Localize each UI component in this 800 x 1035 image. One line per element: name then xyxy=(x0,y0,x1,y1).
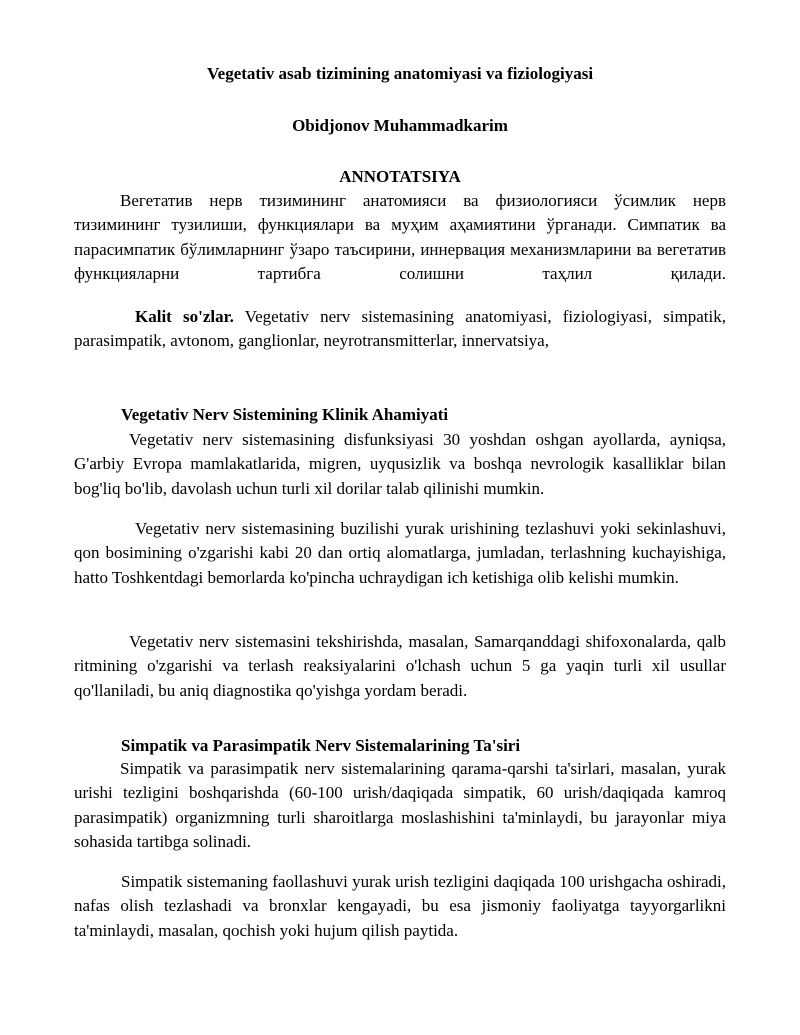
section1-paragraph-3: Vegetativ nerv sistemasini tekshirishda, masalan, Samarqanddagi shifoxonalarda, qalb ritmining o'zgarishi va terlash reaksiyalarini o'lchash uchun 5 ga yaqin turli xil usullar qo'llaniladi, bu aniq diagnostika qo'yishga yordam beradi. xyxy=(74,632,726,700)
section1-paragraph-2: Vegetativ nerv sistemasining buzilishi yurak urishining tezlashuvi yoki sekinlashuvi, qon bosimining o'zgarishi kabi 20 dan ortiq alomatlarga, jumladan, terlashning kuchayishiga, hatto Toshkentdagi bemorlarda ko'pincha uchraydigan ich ketishiga olib kelishi mumkin. xyxy=(74,519,726,587)
keywords-label: Kalit so'zlar. xyxy=(135,307,234,326)
document-title: Vegetativ asab tizimining anatomiyasi va fiziologiyasi xyxy=(206,64,594,83)
section2-heading: Simpatik va Parasimpatik Nerv Sistemalarining Ta'siri xyxy=(121,736,521,755)
section2-paragraph-1: Simpatik va parasimpatik nerv sistemalarining qarama-qarshi ta'sirlari, masalan, yurak urishi tezligini boshqarishda (60-100 urish/daqiqada simpatik, 60 urish/daqiqada kamroq parasimpatik) organizmning turli sharoitlarga moslashishini ta'minlaydi, bu jarayonlar miya sohasida tartibga solinadi. xyxy=(74,759,726,851)
section1-heading: Vegetativ Nerv Sistemining Klinik Ahamiyati xyxy=(121,405,449,424)
author-name: Obidjonov Muhammadkarim xyxy=(292,116,508,135)
keywords-paragraph xyxy=(74,305,726,354)
annotation-paragraph: Вегетатив нерв тизимининг анатомияси ва физиологияси ўсимлик нерв тизимининг тузилиши, функциялари ва муҳим аҳамиятини ўрганади. Симпатик ва парасимпатик бўлимларнинг ўзаро таъсирини, иннервация механизмларини ва вегетатив функцияларни тартибга солишни таҳлил қилади. xyxy=(74,191,726,283)
annotation-heading: ANNOTATSIYA xyxy=(339,167,461,186)
keywords-text: Vegetativ nerv sistemasining anatomiyasi, fiziologiyasi, simpatik, parasimpatik, avtonom, ganglionlar, neyrotransmitterlar, innervatsiya, xyxy=(74,307,726,351)
section2-paragraph-2: Simpatik sistemaning faollashuvi yurak urish tezligini daqiqada 100 urishgacha oshiradi, nafas olish tezlashadi va bronxlar kengayadi, bu esa jismoniy faoliyatga tayyorgarlikni ta'minlaydi, masalan, qochish yoki hujum qilish paytida. xyxy=(74,872,726,940)
section1-paragraph-1: Vegetativ nerv sistemasining disfunksiyasi 30 yoshdan oshgan ayollarda, ayniqsa, G'arbiy Evropa mamlakatlarida, migren, uyqusizlik va boshqa nevrologik kasalliklar bilan bog'liq bo'lib, davolash uchun turli xil dorilar talab qilinishi mumkin. xyxy=(74,430,726,498)
